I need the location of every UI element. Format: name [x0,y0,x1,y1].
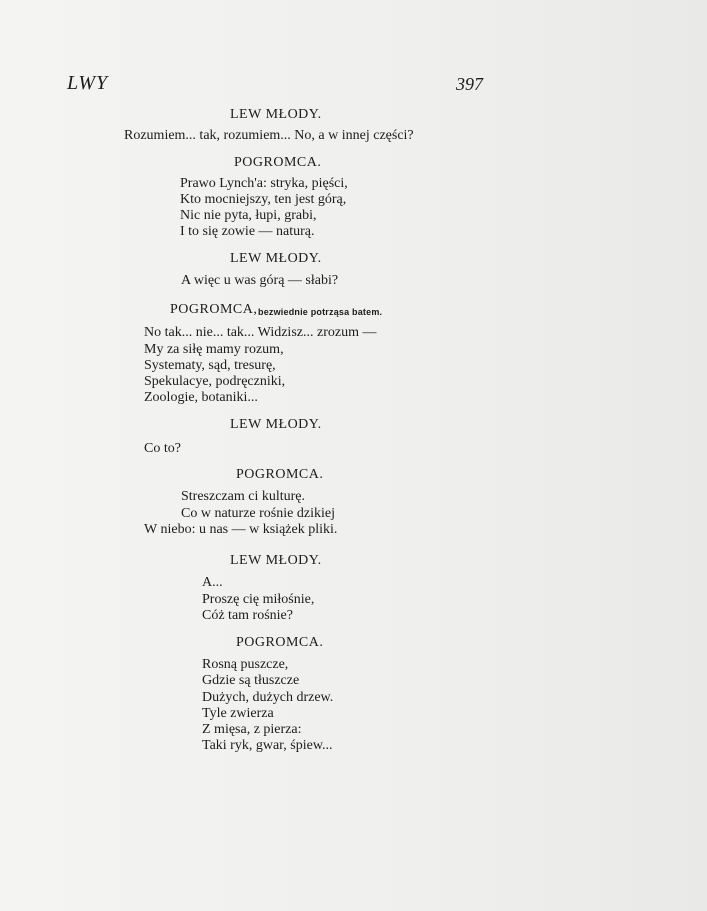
verse-line: Kto mocniejszy, ten jest górą, [180,192,347,207]
verse-line: Gdzie są tłuszcze [202,673,300,688]
verse-line: No tak... nie... tak... Widzisz... zrozum — [144,325,377,340]
speaker-label: LEW MŁODY. [230,553,322,568]
verse-line: Taki ryk, gwar, śpiew... [202,738,333,753]
verse-line: Co to? [144,441,181,456]
verse-line: Cóż tam rośnie? [202,608,293,623]
verse-line: Tyle zwierza [202,706,274,721]
speaker-label: LEW MŁODY. [230,251,322,266]
verse-line: W niebo: u nas — w książek pliki. [144,522,338,537]
verse-line: I to się zowie — naturą. [180,224,315,239]
speaker-label: POGROMCA. [234,155,322,170]
verse-line: Streszczam ci kulturę. [181,489,306,504]
speaker-label: POGROMCA. [236,635,324,650]
speaker-label: LEW MŁODY. [230,417,322,432]
verse-line: Zoologie, botaniki... [144,390,258,405]
verse-line: Rosną puszcze, [202,657,289,672]
verse-line: Dużych, dużych drzew. [202,690,334,705]
stage-direction: bezwiednie potrząsa batem. [258,307,383,317]
verse-line: Co w naturze rośnie dzikiej [181,506,335,521]
verse-line: Prawo Lynch'a: stryka, pięści, [180,176,348,191]
speaker-label: POGROMCA, [170,302,258,317]
verse-line: Spekulacye, podręczniki, [144,374,286,389]
verse-line: Nic nie pyta, łupi, grabi, [180,208,317,223]
verse-line: Systematy, sąd, tresurę, [144,358,276,373]
verse-line: Z mięsa, z pierza: [202,722,302,737]
verse-line: A więc u was górą — słabi? [181,273,339,288]
speaker-label: LEW MŁODY. [230,107,322,122]
verse-line: A... [202,575,223,590]
running-head: LWY [67,72,109,94]
verse-line: Rozumiem... tak, rozumiem... No, a w innej części? [124,128,414,143]
page-number: 397 [456,74,483,94]
speaker-label: POGROMCA. [236,467,324,482]
verse-line: Proszę cię miłośnie, [202,592,315,607]
verse-line: My za siłę mamy rozum, [144,342,284,357]
